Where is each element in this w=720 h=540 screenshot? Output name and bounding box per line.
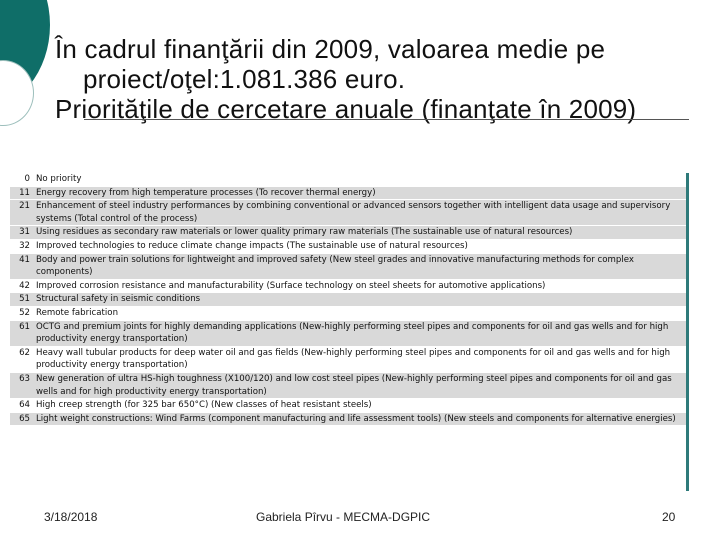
priority-code: 32 [19, 240, 30, 251]
priority-description: Using residues as secondary raw materials or lower quality primary raw materials (The sustainable use of natural resources) [36, 227, 573, 238]
table-row [10, 372, 686, 398]
priority-description: New generation of ultra HS-high toughness (X100/120) and low cost steel pipes (New-highly performing steel pipes and components for oil and gas wells and for high productivity energy transportation) [36, 373, 672, 397]
footer-author: Gabriela Pîrvu - MECMA-DGPIC [256, 510, 431, 524]
priority-code: 63 [19, 373, 30, 384]
priority-description: Enhancement of steel industry performances by combining conventional or advanced sensors together with intelligent data usage and supervisory systems (Total control of the process) [36, 201, 671, 224]
priority-description: Heavy wall tubular products for deep water oil and gas fields (New-highly performing steel pipes and components for oil and gas wells and for high productivity energy transportation) [36, 347, 671, 371]
table-row [10, 320, 686, 346]
priority-code: 62 [19, 347, 30, 358]
priority-code: 64 [19, 400, 30, 411]
table-row [10, 346, 686, 372]
priority-code: 51 [19, 294, 30, 305]
priority-description: High creep strength (for 325 bar 650°C) (New classes of heat resistant steels) [36, 400, 372, 411]
table-row [10, 399, 686, 413]
table-row [10, 226, 686, 240]
table-row [10, 186, 686, 200]
priority-code: 42 [19, 280, 30, 291]
table-row [10, 306, 686, 320]
priority-code: 61 [19, 321, 30, 332]
slide-number: 20 [662, 510, 676, 524]
table-row [10, 293, 686, 307]
priority-description: OCTG and premium joints for highly demanding applications (New-highly performing steel pipes and components for oil and gas wells and for high productivity energy transportation) [36, 321, 669, 345]
table-row [10, 253, 686, 279]
priority-code: 52 [19, 307, 30, 318]
priorities-table [10, 173, 686, 426]
priority-code: 21 [19, 201, 30, 212]
table-row [10, 412, 686, 426]
priority-description: Remote fabrication [36, 307, 119, 318]
priority-description: Body and power train solutions for lightweight and improved safety (New steel grades and innovative manufacturing methods for complex components) [36, 254, 634, 278]
priority-code: 0 [24, 174, 30, 184]
bullet-research-priorities: Priorităţile de cercetare anuale (finanţate în 2009) [55, 94, 637, 124]
priorities-table-body [10, 173, 686, 426]
priority-description: Structural safety in seismic conditions [36, 294, 201, 305]
priorities-table-image [10, 173, 689, 491]
priority-code: 65 [19, 413, 30, 424]
priority-code: 41 [19, 254, 30, 265]
table-row [10, 239, 686, 253]
bullet-average-value: În cadrul finanţării din 2009, valoarea medie pe proiect/oţel:1.081.386 euro. [55, 34, 606, 94]
priority-description: Improved technologies to reduce climate change impacts (The sustainable use of natural resources) [36, 240, 468, 251]
table-row [10, 200, 686, 226]
priority-description: Light weight constructions: Wind Farms (component manufacturing and life assessment tools) (New steels and components for alternative energies) [36, 413, 676, 424]
priority-code: 31 [19, 227, 30, 238]
table-row [10, 279, 686, 293]
table-row [10, 173, 686, 186]
horizontal-rule [84, 119, 689, 120]
priority-description: No priority [36, 174, 82, 184]
bullet-list [55, 34, 695, 124]
footer-date: 3/18/2018 [44, 510, 98, 524]
priority-description: Improved corrosion resistance and manufacturability (Surface technology on steel sheets for automotive applications) [36, 280, 546, 291]
priority-description: Energy recovery from high temperature processes (To recover thermal energy) [36, 187, 376, 198]
priority-code: 11 [19, 187, 30, 198]
